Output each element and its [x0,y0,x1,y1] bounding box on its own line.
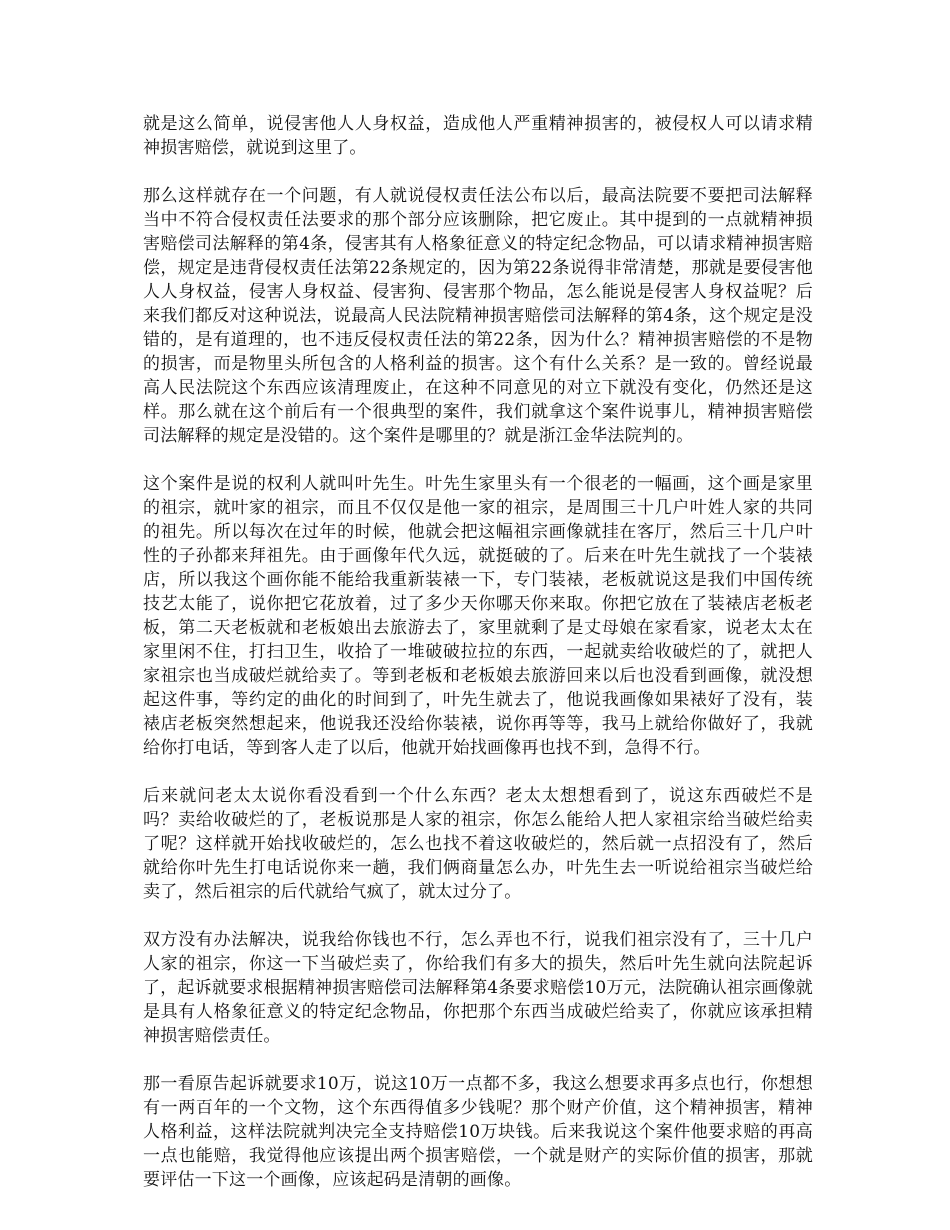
paragraph-1: 就是这么简单，说侵害他人人身权益，造成他人严重精神损害的，被侵权人可以请求精神损害赔偿，就说到这里了。 [143,114,813,158]
paragraph-6: 那一看原告起诉就要求10万，说这10万一点都不多，我这么想要求再多点也行，你想想有一两百年的一个文物，这个东西得值多少钱呢？那个财产价值，这个精神损害，精神人格利益，这样法院就判决完全支持赔偿10万块钱。后来我说这个案件他要求赔的再高一点也能赔，我觉得他应该提出两个损害赔偿，一个就是财产的实际价值的损害，那就要评估一下这一个画像，应该起码是清朝的画像。 [143,1074,813,1190]
paragraph-4: 后来就问老太太说你看没看到一个什么东西？老太太想想看到了，说这东西破烂不是吗？卖给收破烂的了，老板说那是人家的祖宗，你怎么能给人把人家祖宗给当破烂给卖了呢？这样就开始找收破烂的，怎么也找不着这收破烂的，然后就一点招没有了，然后就给你叶先生打电话说你来一趟，我们俩商量怎么办，叶先生去一听说给祖宗当破烂给卖了，然后祖宗的后代就给气疯了，就太过分了。 [143,786,813,902]
paragraph-3: 这个案件是说的权利人就叫叶先生。叶先生家里头有一个很老的一幅画，这个画是家里的祖宗，就叶家的祖宗，而且不仅仅是他一家的祖宗，是周围三十几户叶姓人家的共同的祖先。所以每次在过年的时候，他就会把这幅祖宗画像就挂在客厅，然后三十几户叶性的子孙都来拜祖先。由于画像年代久远，就挺破的了。后来在叶先生就找了一个装裱店，所以我这个画你能不能给我重新装裱一下，专门装裱，老板就说这是我们中国传统技艺太能了，说你把它花放着，过了多少天你哪天你来取。你把它放在了装裱店老板老板，第二天老板就和老板娘出去旅游去了，家里就剩了是丈母娘在家看家，说老太太在家里闲不住，打扫卫生，收拾了一堆破破拉拉的东西，一起就卖给收破烂的了，就把人家祖宗也当成破烂就给卖了。等到老板和老板娘去旅游回来以后也没看到画像，就没想起这件事，等约定的曲化的时间到了，叶先生就去了，他说我画像如果裱好了没有，装裱店老板突然想起来，他说我还没给你装裱，说你再等等，我马上就给你做好了，我就给你打电话，等到客人走了以后，他就开始找画像再也找不到，急得不行。 [143,474,813,758]
document-page [143,112,813,1216]
paragraph-2: 那么这样就存在一个问题，有人就说侵权责任法公布以后，最高法院要不要把司法解释当中不符合侵权责任法要求的那个部分应该删除，把它废止。其中提到的一点就精神损害赔偿司法解释的第4条，侵害其有人格象征意义的特定纪念物品，可以请求精神损害赔偿，规定是违背侵权责任法第22条规定的，因为第22条说得非常清楚，那就是要侵害他人人身权益，侵害人身权益、侵害狗、侵害那个物品，怎么能说是侵害人身权益呢？后来我们都反对这种说法，说最高人民法院精神损害赔偿司法解释的第4条，这个规定是没错的，是有道理的，也不违反侵权责任法的第22条，因为什么？精神损害赔偿的不是物的损害，而是物里头所包含的人格利益的损害。这个有什么关系？是一致的。曾经说最高人民法院这个东西应该清理废止，在这种不同意见的对立下就没有变化，仍然还是这样。那么就在这个前后有一个很典型的案件，我们就拿这个案件说事儿，精神损害赔偿司法解释的规定是没错的。这个案件是哪里的？就是浙江金华法院判的。 [143,186,813,446]
paragraph-5: 双方没有办法解决，说我给你钱也不行，怎么弄也不行，说我们祖宗没有了，三十几户人家的祖宗，你这一下当破烂卖了，你给我们有多大的损失，然后叶先生就向法院起诉了，起诉就要求根据精神损害赔偿司法解释第4条要求赔偿10万元，法院确认祖宗画像就是具有人格象征意义的特定纪念物品，你把那个东西当成破烂给卖了，你就应该承担精神损害赔偿责任。 [143,930,813,1046]
